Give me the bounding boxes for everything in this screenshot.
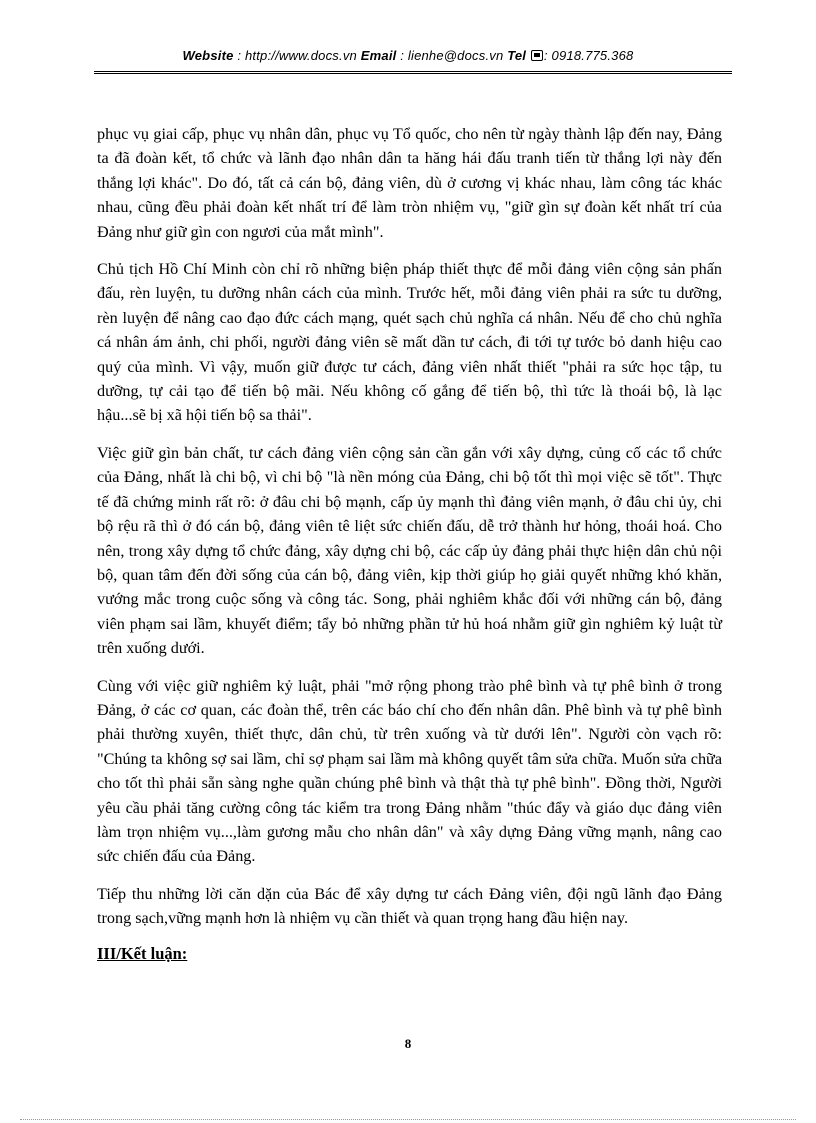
website-label: Website: [182, 48, 234, 63]
paragraph-3: Việc giữ gìn bản chất, tư cách đảng viên cộng sản cần gắn với xây dựng, củng cố các tổ chức của Đảng, nhất là chi bộ, vì chi bộ "là nền móng của Đảng, chi bộ tốt thì mọi việc sẽ tốt". Thực tế đã chứng minh rất rõ: ở đâu chi bộ mạnh, cấp ủy mạnh thì đảng viên mạnh, ở đâu chi ủy, chi bộ rệu rã thì ở đó cán bộ, đảng viên tê liệt sức chiến đấu, dễ trở thành hư hỏng, thoái hoá. Cho nên, trong xây dựng tổ chức đảng, xây dựng chi bộ, các cấp ủy đảng phải thực hiện dân chủ nội bộ, quan tâm đến đời sống của cán bộ, đảng viên, kịp thời giúp họ giải quyết những khó khăn, vướng mắc trong cuộc sống và công tác. Song, phải nghiêm khắc đối với những cán bộ, đảng viên phạm sai lầm, khuyết điểm; tẩy bỏ những phần tử hủ hoá nhằm giữ gìn nghiêm kỷ luật từ trên xuống dưới.: [97, 443, 722, 658]
footer-rule: [20, 1119, 796, 1120]
email-label: Email: [360, 48, 397, 63]
website-value: : http://www.docs.vn: [237, 48, 357, 63]
tel-value: : 0918.775.368: [543, 48, 634, 63]
page-number: 8: [404, 1036, 412, 1051]
document-body: [97, 122, 722, 964]
paragraph-5: Tiếp thu những lời căn dặn của Bác để xây dựng tư cách Đảng viên, đội ngũ lãnh đạo Đảng trong sạch,vững mạnh hơn là nhiệm vụ cần thiết và quan trọng hang đầu hiện nay.: [97, 884, 722, 928]
tel-label: Tel: [507, 48, 527, 63]
section-heading: III/Kết luận:: [97, 943, 188, 963]
paragraph-4: Cùng với việc giữ nghiêm kỷ luật, phải "mở rộng phong trào phê bình và tự phê bình ở trong Đảng, ở các cơ quan, các đoàn thể, trên các báo chí cho đến nhân dân. Phê bình và tự phê bình phải thường xuyên, thiết thực, dân chủ, từ trên xuống và từ dưới lên". Người còn vạch rõ: "Chúng ta không sợ sai lầm, chỉ sợ phạm sai lầm mà không quyết tâm sửa chữa. Muốn sửa chữa cho tốt thì phải sẵn sàng nghe quần chúng phê bình và thật thà tự phê bình". Đồng thời, Người yêu cầu phải tăng cường công tác kiểm tra trong Đảng nhằm "thúc đẩy và giáo dục đảng viên làm trọn nhiệm vụ...,làm gương mẫu cho nhân dân" và xây dựng Đảng vững mạnh, nâng cao sức chiến đấu của Đảng.: [97, 676, 722, 866]
paragraph-2: Chủ tịch Hồ Chí Minh còn chỉ rõ những biện pháp thiết thực để mỗi đảng viên cộng sản phấn đấu, rèn luyện, tu dưỡng nhân cách của mình. Trước hết, mỗi đảng viên phải ra sức tu dưỡng, rèn luyện để nâng cao đạo đức cách mạng, quét sạch chủ nghĩa cá nhân. Nếu để cho chủ nghĩa cá nhân ám ảnh, chi phối, người đảng viên sẽ mất dần tư cách, đi tới tự tước bỏ danh hiệu cao quý của mình. Vì vậy, muốn giữ được tư cách, đảng viên nhất thiết "phải ra sức học tập, tu dưỡng, tự cải tạo để tiến bộ mãi. Nếu không cố gắng để tiến bộ, thì tức là thoái bộ, là lạc hậu...sẽ bị xã hội tiến bộ sa thải".: [97, 260, 722, 425]
paragraph-1: phục vụ giai cấp, phục vụ nhân dân, phục vụ Tổ quốc, cho nên từ ngày thành lập đến nay, Đảng ta đã đoàn kết, tổ chức và lãnh đạo nhân dân ta hăng hái đấu tranh tiến từ thắng lợi này đến thắng lợi khác". Do đó, tất cả cán bộ, đảng viên, dù ở cương vị khác nhau, làm công tác khác nhau, cũng đều phải đoàn kết nhất trí để làm tròn nhiệm vụ, "giữ gìn sự đoàn kết nhất trí của Đảng như giữ gìn con ngươi của mắt mình".: [97, 125, 722, 241]
page-header: [0, 48, 816, 63]
header-rule: [94, 71, 732, 72]
header-rule-secondary: [94, 73, 732, 74]
phone-icon: [531, 50, 543, 61]
email-value: : lienhe@docs.vn: [400, 48, 504, 63]
